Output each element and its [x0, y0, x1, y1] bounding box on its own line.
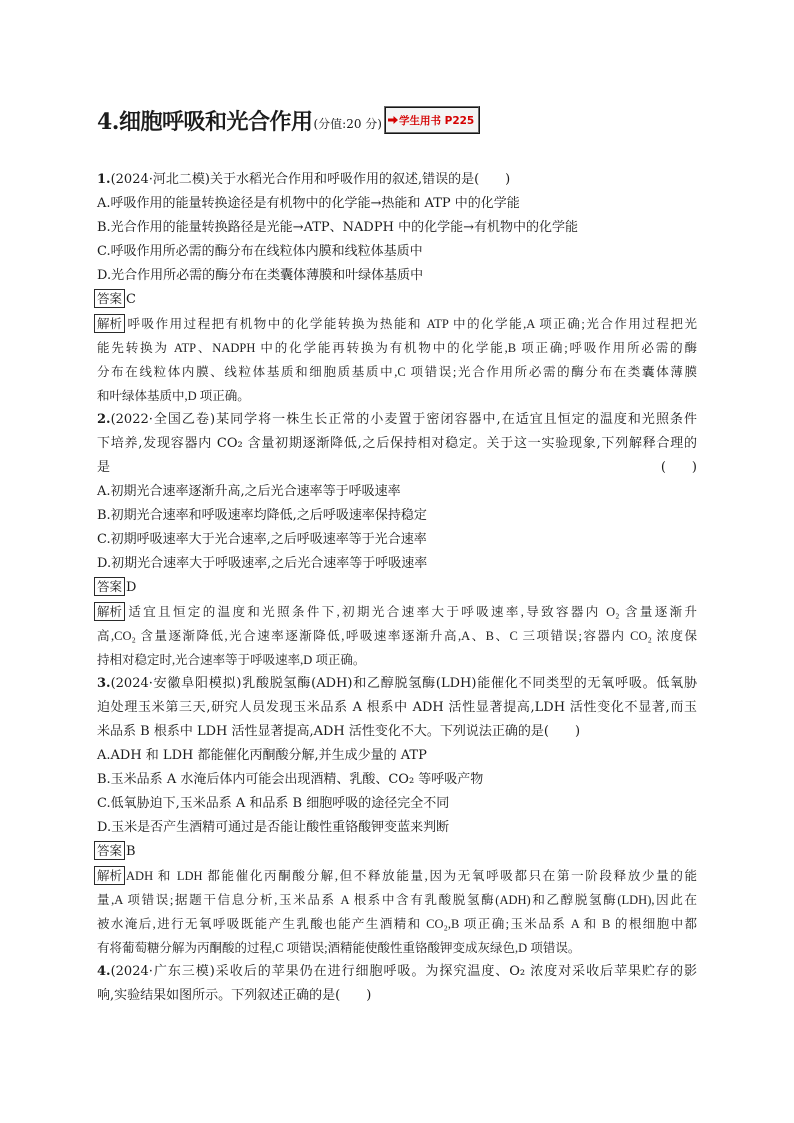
- option-c: C.低氧胁迫下,玉米品系 A 和品系 B 细胞呼吸的途径完全不同: [97, 796, 450, 811]
- answer-row: [97, 288, 697, 312]
- question-number: 2.: [97, 412, 111, 427]
- analysis-label: 解析: [94, 866, 125, 885]
- stem-text: (2024·河北二模)关于水稻光合作用和呼吸作用的叙述,错误的是( ): [110, 172, 511, 187]
- analysis-line: [97, 312, 697, 336]
- option-a: A.呼吸作用的能量转换途径是有机物中的化学能→热能和 ATP 中的化学能: [97, 196, 520, 211]
- question-list: [97, 168, 697, 1008]
- option-c: C.初期呼吸速率大于光合速率,之后呼吸速率等于光合速率: [97, 532, 427, 547]
- analysis-line: 持相对稳定时,光合速率等于呼吸速率,D 项正确。: [97, 653, 366, 667]
- question-number: 3.: [97, 676, 111, 691]
- analysis-label: 解析: [94, 602, 125, 621]
- answer-row: [97, 576, 697, 600]
- analysis-text: 呼吸作用过程把有机物中的化学能转换为热能和 ATP 中的化学能,A 项正确;光合作用过程把光: [126, 317, 697, 331]
- question-stem-line: 迫处理玉米第三天,研究人员发现玉米品系 A 根系中 ADH 活性显著提高,LDH 活性变化不显著,而玉: [97, 700, 697, 715]
- question-number: 1.: [97, 172, 111, 187]
- option-d: D.初期光合速率大于呼吸速率,之后光合速率等于呼吸速率: [97, 556, 428, 571]
- answer-value: D: [126, 580, 137, 595]
- analysis-line: 分布在线粒体内膜、线粒体基质和细胞质基质中,C 项错误;光合作用所必需的酶分布在类囊体薄膜: [97, 365, 697, 379]
- option-d: D.光合作用所必需的酶分布在类囊体薄膜和叶绿体基质中: [97, 268, 424, 283]
- question-stem-line: [97, 672, 697, 696]
- answer-label: 答案: [94, 577, 125, 596]
- option-b: B.光合作用的能量转换路径是光能→ATP、NADPH 中的化学能→有机物中的化学能: [97, 220, 578, 235]
- question-1: [97, 168, 697, 408]
- analysis-label: 解析: [94, 314, 125, 333]
- analysis-line: 高,CO₂ 含量逐渐降低,光合速率逐渐降低,呼吸速率逐渐升高,A、B、C 三项错误;容器内 CO₂ 浓度保: [97, 629, 697, 643]
- analysis-line: [97, 600, 697, 624]
- question-number: 4.: [97, 964, 111, 979]
- score-note: (分值:20 分): [313, 116, 382, 131]
- section-title: 4.细胞呼吸和光合作用: [97, 108, 313, 135]
- stem-text: 是: [97, 460, 111, 475]
- answer-value: B: [126, 844, 136, 859]
- question-stem-line: 下培养,发现容器内 CO₂ 含量初期逐渐降低,之后保持相对稳定。关于这一实验现象,下列解释合理的: [97, 436, 697, 451]
- question-stem-line: [97, 408, 697, 432]
- option-d: D.玉米是否产生酒精可通过是否能让酸性重铬酸钾变蓝来判断: [97, 820, 450, 835]
- analysis-line: 量,A 项错误;据题干信息分析,玉米品系 A 根系中含有乳酸脱氢酶(ADH)和乙醇脱氢酶(LDH),因此在: [97, 893, 697, 907]
- stem-text: (2022·全国乙卷)某同学将一株生长正常的小麦置于密闭容器中,在适宜且恒定的温度和光照条件: [110, 412, 697, 427]
- analysis-line: 和叶绿体基质中,D 项正确。: [97, 389, 250, 403]
- analysis-text: 适宜且恒定的温度和光照条件下,初期光合速率大于呼吸速率,导致容器内 O₂ 含量逐渐升: [126, 605, 697, 619]
- stem-text: (2024·安徽阜阳模拟)乳酸脱氢酶(ADH)和乙醇脱氢酶(LDH)能催化不同类型的无氧呼吸。低氧胁: [110, 676, 697, 691]
- answer-label: 答案: [94, 841, 125, 860]
- analysis-line: [97, 864, 697, 888]
- question-stem-line: 响,实验结果如图所示。下列叙述正确的是( ): [97, 988, 372, 1003]
- question-stem-line: 米品系 B 根系中 LDH 活性显著提高,ADH 活性变化不大。下列说法正确的是( ): [97, 724, 581, 739]
- answer-label: 答案: [94, 289, 125, 308]
- question-4: [97, 960, 697, 1008]
- answer-row: [97, 840, 697, 864]
- option-a: A.初期光合速率逐渐升高,之后光合速率等于呼吸速率: [97, 484, 401, 499]
- analysis-line: 有将葡萄糖分解为丙酮酸的过程,C 项错误;酒精能使酸性重铬酸钾变成灰绿色,D 项错误。: [97, 941, 581, 955]
- question-stem-line: [97, 168, 697, 192]
- analysis-line: 被水淹后,进行无氧呼吸既能产生乳酸也能产生酒精和 CO₂,B 项正确;玉米品系 A 和 B 的根细胞中都: [97, 917, 697, 931]
- arrow-right-icon: [388, 116, 398, 124]
- student-book-ref-label: 学生用书 P225: [398, 114, 475, 127]
- question-stem-line: [97, 456, 697, 480]
- section-header: [97, 105, 480, 135]
- student-book-ref: [384, 106, 480, 134]
- question-2: [97, 408, 697, 672]
- option-b: B.玉米品系 A 水淹后体内可能会出现酒精、乳酸、CO₂ 等呼吸产物: [97, 772, 484, 787]
- option-c: C.呼吸作用所必需的酶分布在线粒体内膜和线粒体基质中: [97, 244, 423, 259]
- question-3: [97, 672, 697, 960]
- analysis-text: ADH 和 LDH 都能催化丙酮酸分解,但不释放能量,因为无氧呼吸都只在第一阶段释放少量的能: [126, 869, 697, 883]
- question-stem-line: [97, 960, 697, 984]
- analysis-line: 能先转换为 ATP、NADPH 中的化学能再转换为有机物中的化学能,B 项正确;呼吸作用所必需的酶: [97, 341, 697, 355]
- stem-text: (2024·广东三模)采收后的苹果仍在进行细胞呼吸。为探究温度、O₂ 浓度对采收后苹果贮存的影: [110, 964, 697, 979]
- option-b: B.初期光合速率和呼吸速率均降低,之后呼吸速率保持稳定: [97, 508, 427, 523]
- answer-bracket: ( ): [660, 460, 697, 475]
- option-a: A.ADH 和 LDH 都能催化丙酮酸分解,并生成少量的 ATP: [97, 748, 427, 763]
- answer-value: C: [126, 292, 136, 307]
